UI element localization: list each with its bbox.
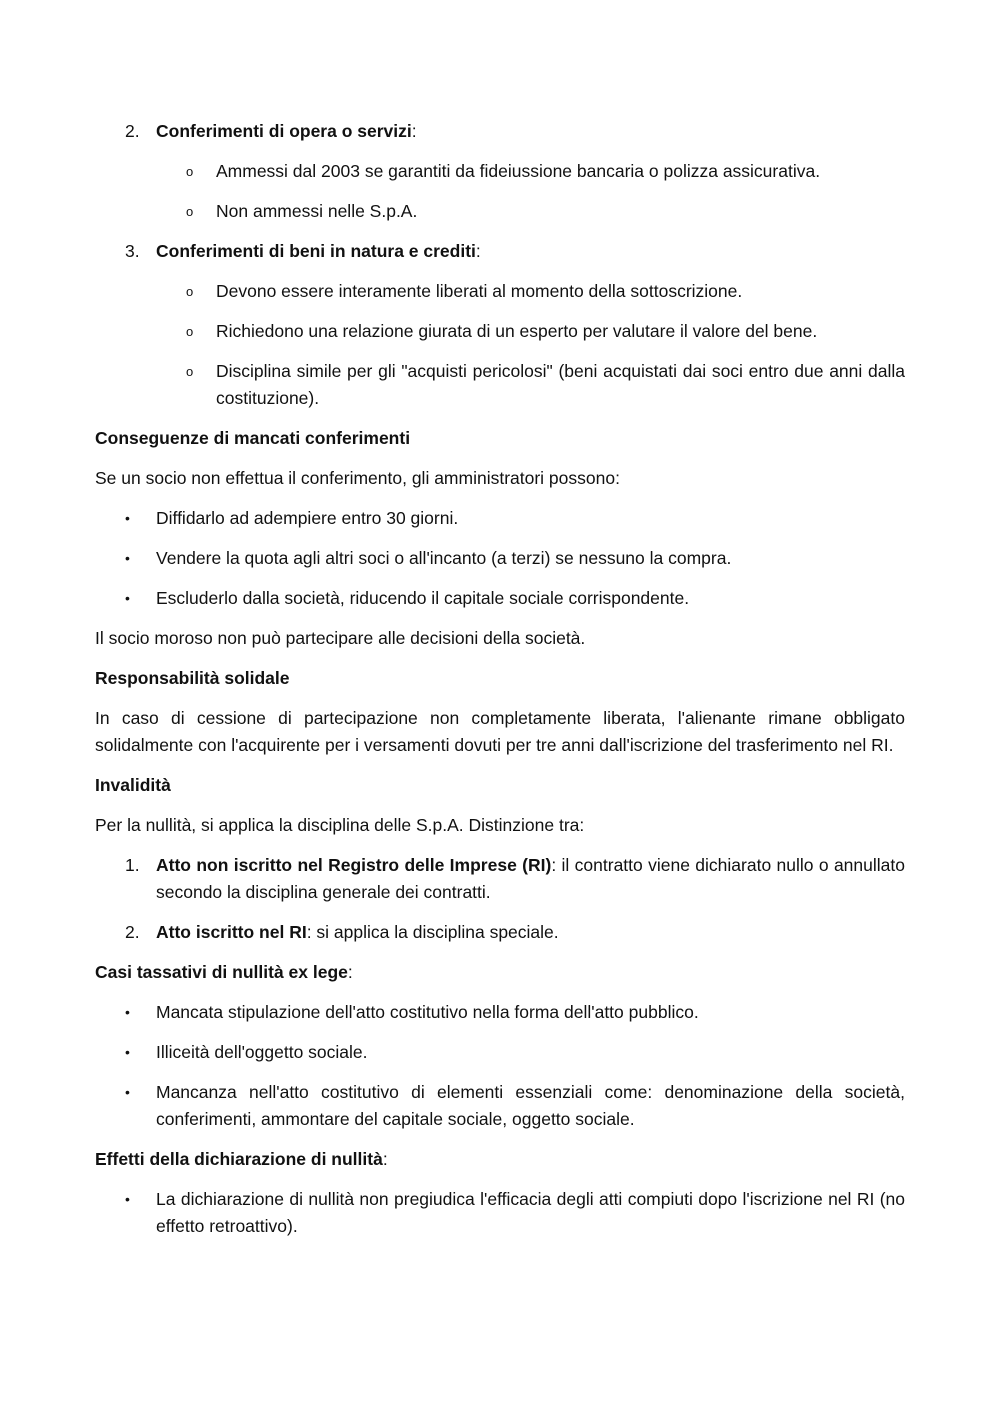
heading-suffix: : <box>347 962 353 982</box>
bullet-text: Escluderlo dalla società, riducendo il capitale sociale corrispondente. <box>156 588 690 608</box>
item-title: Conferimenti di beni in natura e crediti <box>156 241 476 261</box>
sub-item-text: Devono essere interamente liberati al momento della sottoscrizione. <box>216 281 743 301</box>
document-page <box>95 118 905 1253</box>
bullet-text: Mancata stipulazione dell'atto costitutivo nella forma dell'atto pubblico. <box>156 1002 699 1022</box>
bullet-item <box>95 585 905 612</box>
heading-text: Casi tassativi di nullità ex lege <box>95 962 348 982</box>
section-heading-casi <box>95 959 905 986</box>
bullet-icon: • <box>125 1084 130 1100</box>
numbered-item <box>95 852 905 906</box>
item-bold-text: Atto iscritto nel RI <box>156 922 307 942</box>
item-bold-text: Atto non iscritto nel Registro delle Imprese (RI) <box>156 855 552 875</box>
sub-list-item <box>95 278 905 305</box>
bullet-item <box>95 1039 905 1066</box>
circle-bullet-icon: o <box>186 164 194 179</box>
section-heading-effetti <box>95 1146 905 1173</box>
sub-item-text: Disciplina simile per gli "acquisti pericolosi" (beni acquistati dai soci entro due anni dalla costituzione). <box>216 361 905 408</box>
circle-bullet-icon: o <box>186 204 194 219</box>
heading-suffix: : <box>382 1149 388 1169</box>
item-suffix: : <box>475 241 481 261</box>
section-heading-conseguenze: Conseguenze di mancati conferimenti <box>95 428 411 448</box>
section-heading-responsabilita: Responsabilità solidale <box>95 668 290 688</box>
numbered-item <box>95 919 905 946</box>
bullet-item <box>95 1079 905 1133</box>
bullet-text: Vendere la quota agli altri soci o all'incanto (a terzi) se nessuno la compra. <box>156 548 732 568</box>
item-title: Conferimenti di opera o servizi <box>156 121 412 141</box>
sub-list-item <box>95 158 905 185</box>
bullet-item <box>95 545 905 572</box>
bullet-item <box>95 999 905 1026</box>
bullet-icon: • <box>125 1004 130 1020</box>
bullet-text: La dichiarazione di nullità non pregiudica l'efficacia degli atti compiuti dopo l'iscrizione nel RI (no effetto retroattivo). <box>156 1189 905 1236</box>
bullet-icon: • <box>125 510 130 526</box>
bullet-icon: • <box>125 590 130 606</box>
list-number: 2. <box>125 121 140 141</box>
item-text: : il contratto viene dichiarato nullo o annullato secondo la disciplina generale dei contratti. <box>156 855 905 902</box>
sub-list-item <box>95 198 905 225</box>
list-number: 1. <box>125 855 140 875</box>
numbered-item-conferimenti-opera <box>95 118 905 145</box>
heading-text: Effetti della dichiarazione di nullità <box>95 1149 383 1169</box>
bullet-item <box>95 505 905 532</box>
item-text: : si applica la disciplina speciale. <box>306 922 559 942</box>
sub-item-text: Ammessi dal 2003 se garantiti da fideiussione bancaria o polizza assicurativa. <box>216 161 821 181</box>
circle-bullet-icon: o <box>186 364 194 379</box>
sub-list-item <box>95 318 905 345</box>
paragraph: Se un socio non effettua il conferimento, gli amministratori possono: <box>95 468 620 488</box>
item-suffix: : <box>411 121 417 141</box>
bullet-item <box>95 1186 905 1240</box>
list-number: 3. <box>125 241 140 261</box>
circle-bullet-icon: o <box>186 324 194 339</box>
section-heading-invalidita: Invalidità <box>95 775 171 795</box>
bullet-text: Diffidarlo ad adempiere entro 30 giorni. <box>156 508 459 528</box>
sub-list-item <box>95 358 905 412</box>
bullet-icon: • <box>125 1044 130 1060</box>
circle-bullet-icon: o <box>186 284 194 299</box>
bullet-icon: • <box>125 1191 130 1207</box>
paragraph: In caso di cessione di partecipazione non completamente liberata, l'alienante rimane obbligato solidalmente con l'acquirente per i versamenti dovuti per tre anni dall'iscrizione del trasferimento nel RI. <box>95 708 905 755</box>
sub-item-text: Richiedono una relazione giurata di un esperto per valutare il valore del bene. <box>216 321 818 341</box>
list-number: 2. <box>125 922 140 942</box>
bullet-text: Mancanza nell'atto costitutivo di elementi essenziali come: denominazione della società, conferimenti, ammontare del capitale sociale, oggetto sociale. <box>156 1082 905 1129</box>
paragraph: Per la nullità, si applica la disciplina delle S.p.A. Distinzione tra: <box>95 815 585 835</box>
bullet-icon: • <box>125 550 130 566</box>
paragraph: Il socio moroso non può partecipare alle decisioni della società. <box>95 628 586 648</box>
bullet-text: Illiceità dell'oggetto sociale. <box>156 1042 368 1062</box>
sub-item-text: Non ammessi nelle S.p.A. <box>216 201 418 221</box>
numbered-item-conferimenti-beni <box>95 238 905 265</box>
